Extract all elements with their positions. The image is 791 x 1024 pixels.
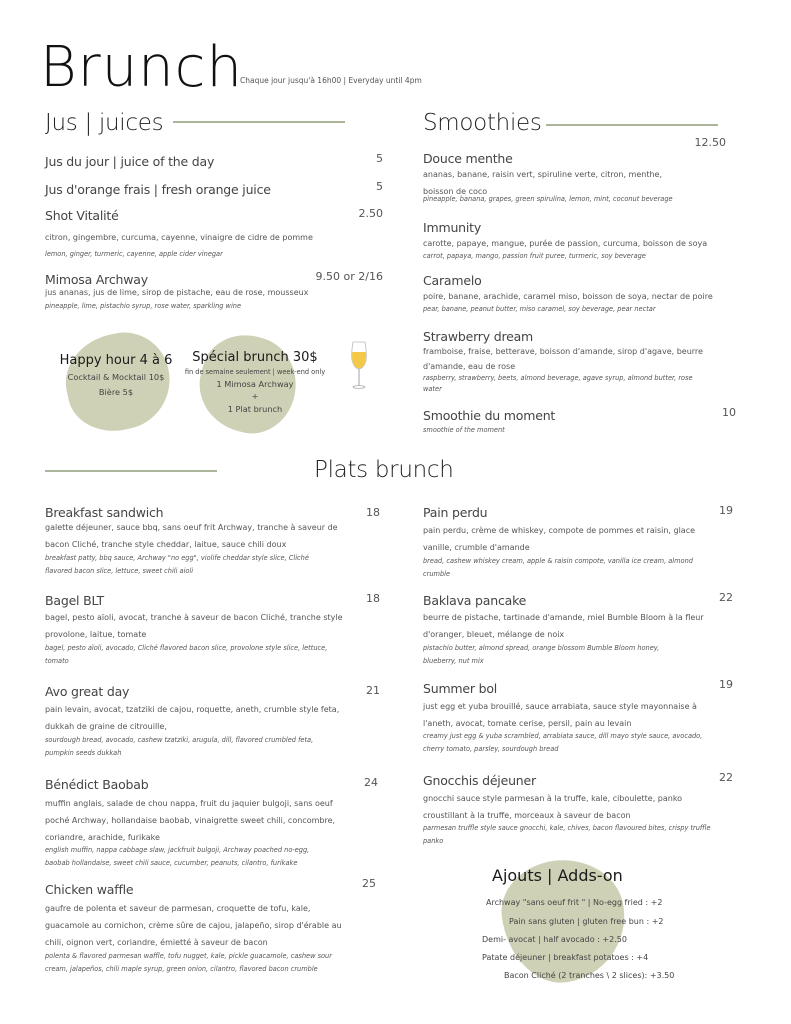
plat-item-price: 18 <box>366 592 380 605</box>
plat-item-price: 21 <box>366 684 380 697</box>
smoothie-item-desc-en: carrot, papaya, mango, passion fruit puree, turmeric, soy beverage <box>423 252 646 260</box>
plat-item-desc-fr: galette déjeuner, sauce bbq, sans oeuf frit Archway, tranche à saveur de bacon Cliché, tranche style cheddar, laitue, sauce chili doux <box>45 523 338 549</box>
plat-item-desc-fr: pain perdu, crème de whiskey, compote de pommes et raisin, glace vanille, crumble d'amande <box>423 526 696 552</box>
plat-item-desc-en: breakfast patty, bbq sauce, Archway "no egg", violife cheddar style slice, Cliché flavored bacon slice, lettuce, sweet chili aioli <box>45 554 309 575</box>
special-brunch-line: + <box>251 391 259 401</box>
plat-item-desc-fr: bagel, pesto aïoli, avocat, tranche à saveur de bacon Cliché, tranche style provolone, laitue, tomate <box>45 613 343 639</box>
plat-item-name: Bénédict Baobab <box>45 777 149 792</box>
plat-item-desc-en: parmesan truffle style sauce gnocchi, kale, chives, bacon flavoured bites, crispy truffle panko <box>423 824 711 845</box>
juice-item-desc-en: lemon, ginger, turmeric, cayenne, apple cider vinegar <box>45 250 223 258</box>
smoothie-item-price: 10 <box>722 406 736 419</box>
addon-item: Archway "sans oeuf frit " | No-egg fried : +2 <box>486 898 663 907</box>
plat-item-desc-fr: pain levain, avocat, tzatziki de cajou, roquette, aneth, crumble style feta, dukkah de graine de citrouille, <box>45 705 340 731</box>
juice-item-desc-fr: citron, gingembre, curcuma, cayenne, vinaigre de cidre de pomme <box>45 233 313 242</box>
plat-item-name: Summer bol <box>423 681 498 696</box>
smoothie-item-name: Caramelo <box>423 273 482 288</box>
plat-item-price: 25 <box>362 877 376 890</box>
plats-section-title: Plats brunch <box>314 457 454 483</box>
plats-divider <box>45 470 217 472</box>
plat-item-desc-en: bagel, pesto aïoli, avocado, Cliché flavored bacon slice, provolone style slice, lettuce, tomato <box>45 644 328 665</box>
happy-hour-title: Happy hour 4 à 6 <box>59 353 173 368</box>
smoothie-item-desc-en: smoothie of the moment <box>423 426 505 434</box>
smoothie-item-name: Immunity <box>423 220 482 235</box>
juice-item-name: Shot Vitalité <box>45 208 119 223</box>
plat-item-price: 18 <box>366 506 380 519</box>
addon-item: Pain sans gluten | gluten free bun : +2 <box>509 917 664 926</box>
juice-item-price: 5 <box>376 180 383 193</box>
wine-glass-icon <box>348 340 370 392</box>
plat-item-name: Pain perdu <box>423 505 488 520</box>
happy-hour-line: Bière 5$ <box>98 387 134 397</box>
plat-item-desc-en: english muffin, nappa cabbage slaw, jackfruit bulgoji, Archway poached no-egg, baobab hollandaise, sweet chili sauce, cucumber, peanuts, cilantro, furikake <box>45 846 310 867</box>
smoothie-item-desc-fr: carotte, papaye, mangue, purée de passion, curcuma, boisson de soya <box>423 239 708 248</box>
plat-item-name: Breakfast sandwich <box>45 505 164 520</box>
juice-item-price: 2.50 <box>358 207 383 220</box>
plat-item-price: 22 <box>719 591 733 604</box>
plat-item-desc-fr: muffin anglais, salade de chou nappa, fruit du jaquier bulgoji, sans oeuf poché Archway, hollandaise baobab, vinaigrette sweet chili, concombre, coriandre, arachide, furikake <box>45 799 336 842</box>
addon-item: Patate déjeuner | breakfast potatoes : +4 <box>482 953 649 962</box>
plat-item-name: Baklava pancake <box>423 593 527 608</box>
smoothies-divider <box>546 124 718 126</box>
plat-item-price: 24 <box>364 776 378 789</box>
hours-subtitle: Chaque jour jusqu'à 16h00 | Everyday until 4pm <box>240 76 422 85</box>
happy-hour-line: Cocktail & Mocktail 10$ <box>67 372 165 382</box>
juice-item-desc-en: pineapple, lime, pistachio syrup, rose water, sparkling wine <box>45 302 242 310</box>
smoothie-item-desc-en: pear, banane, peanut butter, miso caramel, soy beverage, pear nectar <box>423 305 656 313</box>
juice-item-name: Jus d'orange frais | fresh orange juice <box>45 182 271 197</box>
special-brunch-line: 1 Plat brunch <box>227 404 283 414</box>
smoothie-item-name: Strawberry dream <box>423 329 534 344</box>
smoothie-item-name: Smoothie du moment <box>423 408 556 423</box>
plat-item-desc-fr: just egg et yuba brouillé, sauce arrabiata, sauce style mayonnaise à l'aneth, avocat, tomate cerise, persil, pain au levain <box>423 702 697 728</box>
juice-item-desc-fr: jus ananas, jus de lime, sirop de pistache, eau de rose, mousseux <box>45 288 309 297</box>
happy-hour-promo <box>56 353 176 400</box>
addon-item: Bacon Cliché (2 tranches \ 2 slices): +3.50 <box>504 971 675 980</box>
special-brunch-line: 1 Mimosa Archway <box>216 379 294 389</box>
juice-item-price: 9.50 or 2/16 <box>315 270 383 283</box>
juices-divider <box>173 121 345 123</box>
special-brunch-subtitle: fin de semaine seulement | week-end only <box>184 368 326 376</box>
smoothie-item-desc-fr: poire, banane, arachide, caramel miso, boisson de soya, nectar de poire <box>423 292 713 301</box>
juice-item-price: 5 <box>376 152 383 165</box>
juice-item-name: Mimosa Archway <box>45 272 148 287</box>
plat-item-name: Avo great day <box>45 684 130 699</box>
plat-item-desc-fr: gaufre de polenta et saveur de parmesan, croquette de tofu, kale, guacamole au cornichon, crème sûre de cajou, jalapeño, sirop d'érable au chili, oignon vert, coriandre, émietté à saveur de bacon <box>45 904 342 947</box>
plat-item-price: 19 <box>719 678 733 691</box>
addon-item: Demi- avocat | half avocado : +2.50 <box>482 935 627 944</box>
smoothie-item-desc-en: raspberry, strawberry, beets, almond beverage, agave syrup, almond butter, rose water <box>423 374 693 393</box>
plat-item-desc-en: pistachio butter, almond spread, orange blossom Bumble Bloom honey, blueberry, nut mix <box>423 644 660 665</box>
plat-item-price: 22 <box>719 771 733 784</box>
special-brunch-title: Spécial brunch 30$ <box>192 350 318 365</box>
plat-item-desc-en: sourdough bread, avocado, cashew tzatziki, arugula, dill, flavored crumbled feta, pumpkin seeds dukkah <box>45 736 314 757</box>
smoothies-section-title: Smoothies <box>423 110 542 136</box>
smoothie-item-name: Douce menthe <box>423 151 513 166</box>
plat-item-desc-fr: beurre de pistache, tartinade d'amande, miel Bumble Bloom à la fleur d'oranger, bleuet, mélange de noix <box>423 613 704 639</box>
plat-item-desc-en: polenta & flavored parmesan waffle, tofu nugget, kale, pickle guacamole, cashew sour cream, jalapeños, chili maple syrup, green onion, cilantro, flavored bacon crumble <box>45 952 332 973</box>
plat-item-name: Bagel BLT <box>45 593 104 608</box>
plat-item-desc-en: creamy just egg & yuba scrambled, arrabiata sauce, dill mayo style sauce, avocado, cherry tomato, parsley, sourdough bread <box>423 732 703 753</box>
juice-item-name: Jus du jour | juice of the day <box>45 154 215 169</box>
smoothie-item-desc-en: pineapple, banana, grapes, green spirulina, lemon, mint, coconut beverage <box>423 195 673 203</box>
page-title: Brunch <box>40 35 243 100</box>
smoothie-item-desc-fr: ananas, banane, raisin vert, spiruline verte, citron, menthe, boisson de coco <box>423 170 662 196</box>
plat-item-desc-en: bread, cashew whiskey cream, apple & raisin compote, vanilla ice cream, almond crumble <box>423 557 693 578</box>
special-brunch-promo <box>178 350 332 416</box>
plat-item-desc-fr: gnocchi sauce style parmesan à la truffe, kale, ciboulette, panko croustillant à la truffe, morceaux à saveur de bacon <box>423 794 683 820</box>
plat-item-name: Chicken waffle <box>45 882 134 897</box>
smoothie-item-desc-fr: framboise, fraise, betterave, boisson d'amande, sirop d'agave, beurre d'amande, eau de rose <box>423 347 703 371</box>
addons-title: Ajouts | Adds-on <box>492 866 623 885</box>
plat-item-price: 19 <box>719 504 733 517</box>
juices-section-title: Jus | juices <box>45 110 164 136</box>
smoothies-price: 12.50 <box>694 136 726 149</box>
plat-item-name: Gnocchis déjeuner <box>423 773 536 788</box>
